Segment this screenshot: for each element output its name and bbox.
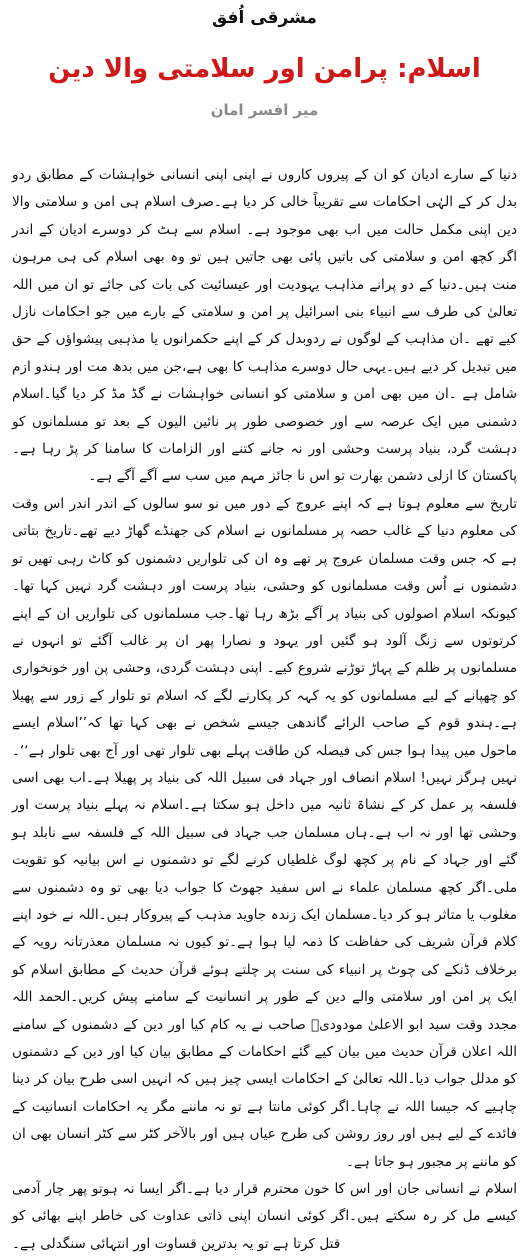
article-paragraph-1: دنیا کے سارے ادیان کو ان کے پیروں کاروں نے اپنی اپنی انسانی خواہشات کے مطابق ردو بدل کر کے الہٰی احکامات سے تقریباً خالی کر دیا ہے۔صرف اسلام ہی امن و سلامتی والا دین اپنی مکمل حالت میں اب بھی موجود ہے۔ اسلام سے ہٹ کر دوسرے ادیان کے اندر اگر کچھ امن و سلامتی کی باتیں پائی بھی جاتیں ہیں تو وہ بھی اسلام کی ہی مرہون منت ہیں۔دنیا کے دو پرانے مذاہب یہودیت اور عیسائیت کی بات کی جائے تو ان میں اللہ تعالیٰ کی طرف سے انبیاء بنی اسرائیل پر امن و سلامتی کے بارے میں جو احکامات نازل کیے تھے ۔ان مذاہب کے لوگوں نے ردوبدل کر کے اپنے حکمرانوں یا مذہبی پیشواؤں کے حق میں تبدیل کر دیے ہیں۔یہی حال دوسرے مذاہب کا بھی ہے،جن میں بدھ مت اور ہندو ازم شامل ہے ۔ان میں بھی امن و سلامتی کو انسانی خواہشات نے گڈ مڈ کر دیا گیا۔اسلام دشمنی میں ایک عرصہ سے اور خصوصی طور پر نائین الیون کے بعد تو مسلمانوں کو دہشت گرد، بنیاد پرست وحشی اور نہ جانے کتنے اور الزامات کا سامنا کر پڑ رہا ہے۔پاکستان کا ازلی دشمن بھارت تو اس نا جائز مہم میں سب سے آگے آگے ہے۔ (12, 167, 517, 485)
article-paragraph-2: تاریخ سے معلوم ہوتا ہے کہ اپنے عروج کے دور میں نو سو سالوں کے اندر اندر اس وقت کی معلوم دنیا کے غالب حصہ پر مسلمانوں نے اسلام کی جھنڈے گھاڑ دیے تھے۔تاریخ بتاتی ہے کہ جس وقت مسلمان عروج پر تھے وہ ان کی تلواریں دشمنوں کو کاٹ رہی تھیں تو دشمنوں نے اُس وقت مسلمانوں کو وحشی، بنیاد پرست اور دہشت گرد نہیں کہا تھا۔کیونکہ اسلام اصولوں کی بنیاد پر آگے بڑھ رہا تھا۔جب مسلمانوں کی تلواریں ان کے اپنے کرتوتوں سے زنگ آلود ہو گئیں اور یہود و نصارا پھر ان پر غالب آگئے تو انہوں نے مسلمانوں پر ظلم کے پہاڑ توڑنے شروع کیے۔ اپنی دہشت گردی، وحشی پن اور خونخواری کو چھپانے کے لیے مسلمانوں کو یہ کہہ کر پکارنے لگے کہ اسلام تو تلوار کے زور سے پھیلا ہے۔ہندو قوم کے صاحب الرائے گاندھی جیسے شخص نے بھی کہا تھا کہ’’اسلام ایسے ماحول میں پیدا ہوا جس کی فیصلہ کن طاقت پہلے بھی تلوار تھی اور آج بھی تلوار ہے‘‘۔نہیں ہرگز نہیں! اسلام انصاف اور جہاد فی سبیل اللہ کی بنیاد پر پھیلا ہے۔اب بھی اسی فلسفہ پر عمل کر کے نشاۃ ثانیہ میں داخل ہو سکتا ہے۔اسلام نہ پہلے بنیاد پرست اور وحشی تھا اور نہ اب ہے۔ہاں مسلمان جب جہاد فی سبیل اللہ کے فلسفہ سے نابلد ہو گئے اور جہاد کے نام پر کچھ لوگ غلطیاں کرنے لگے تو دشمنوں نے اس بیانیہ کو تقویت ملی۔اگر کچھ مسلمان علماء نے اس سفید جھوٹ کا جواب دیا بھی تو وہ دشمنوں سے مغلوب یا متاثر ہو کر دیا۔مسلمان ایک زندہ جاوید مذہب کے پیروکار ہیں۔اللہ نے خود اپنے کلام قرآن شریف کی حفاظت کا ذمہ لیا ہوا ہے۔تو کیوں نہ مسلمان معذرتانہ رویہ کے برخلاف ڈنکے کی چوٹ پر انبیاء کی سنت پر چلتے ہوئے قرآن حدیث کے مطابق اسلام کو ایک پر امن اور سلامتی والے دین کے طور پر انسانیت کے سامنے پیش کریں۔الحمد اللہ مجدد وقت سید ابو الاعلیٰ مودودیؒ صاحب نے یہ کام کیا اور دین کے دشمنوں کے سامنے اللہ اعلان قرآن حدیث میں بیان کیے گئے احکامات کے مطابق بیان کیا اور دین کے دشمنوں کو مدلل جواب دیا۔اللہ تعالیٰ کے احکامات ایسی چیز ہیں کہ انہیں اسی طرح بیان کر دینا چاہیے کہ جیسا اللہ نے چاہا۔اگر کوئی مانتا ہے تو نہ ماننے مگر یہ احکامات انسانیت کے فائدے کے لیے ہیں اور روز روشن کی طرح عیاں ہیں اور بالآخر کٹر سے کٹر انسان بھی ان کو ماننے پر مجبور ہو جاتا ہے۔ (12, 495, 517, 1170)
article-paragraph-3: اسلام نے انسانی جان اور اس کا خون محترم قرار دیا ہے۔اگر ایسا نہ ہوتو پھر چار آدمی کیسے مل کر رہ سکتے ہیں۔اگر کوئی انسان اپنی ذاتی عداوت کی خاطر اپنے بھائی کو قتل کرتا ہے تو یہ بدترین قساوت اور انتہائی سنگدلی ہے۔ (12, 1181, 517, 1252)
article-body (12, 162, 517, 1258)
section-label: مشرقی اُفق (212, 8, 317, 28)
author-byline: میر افسر امان (210, 101, 319, 119)
article-headline: اسلام: پرامن اور سلامتی والا دین (48, 54, 481, 84)
